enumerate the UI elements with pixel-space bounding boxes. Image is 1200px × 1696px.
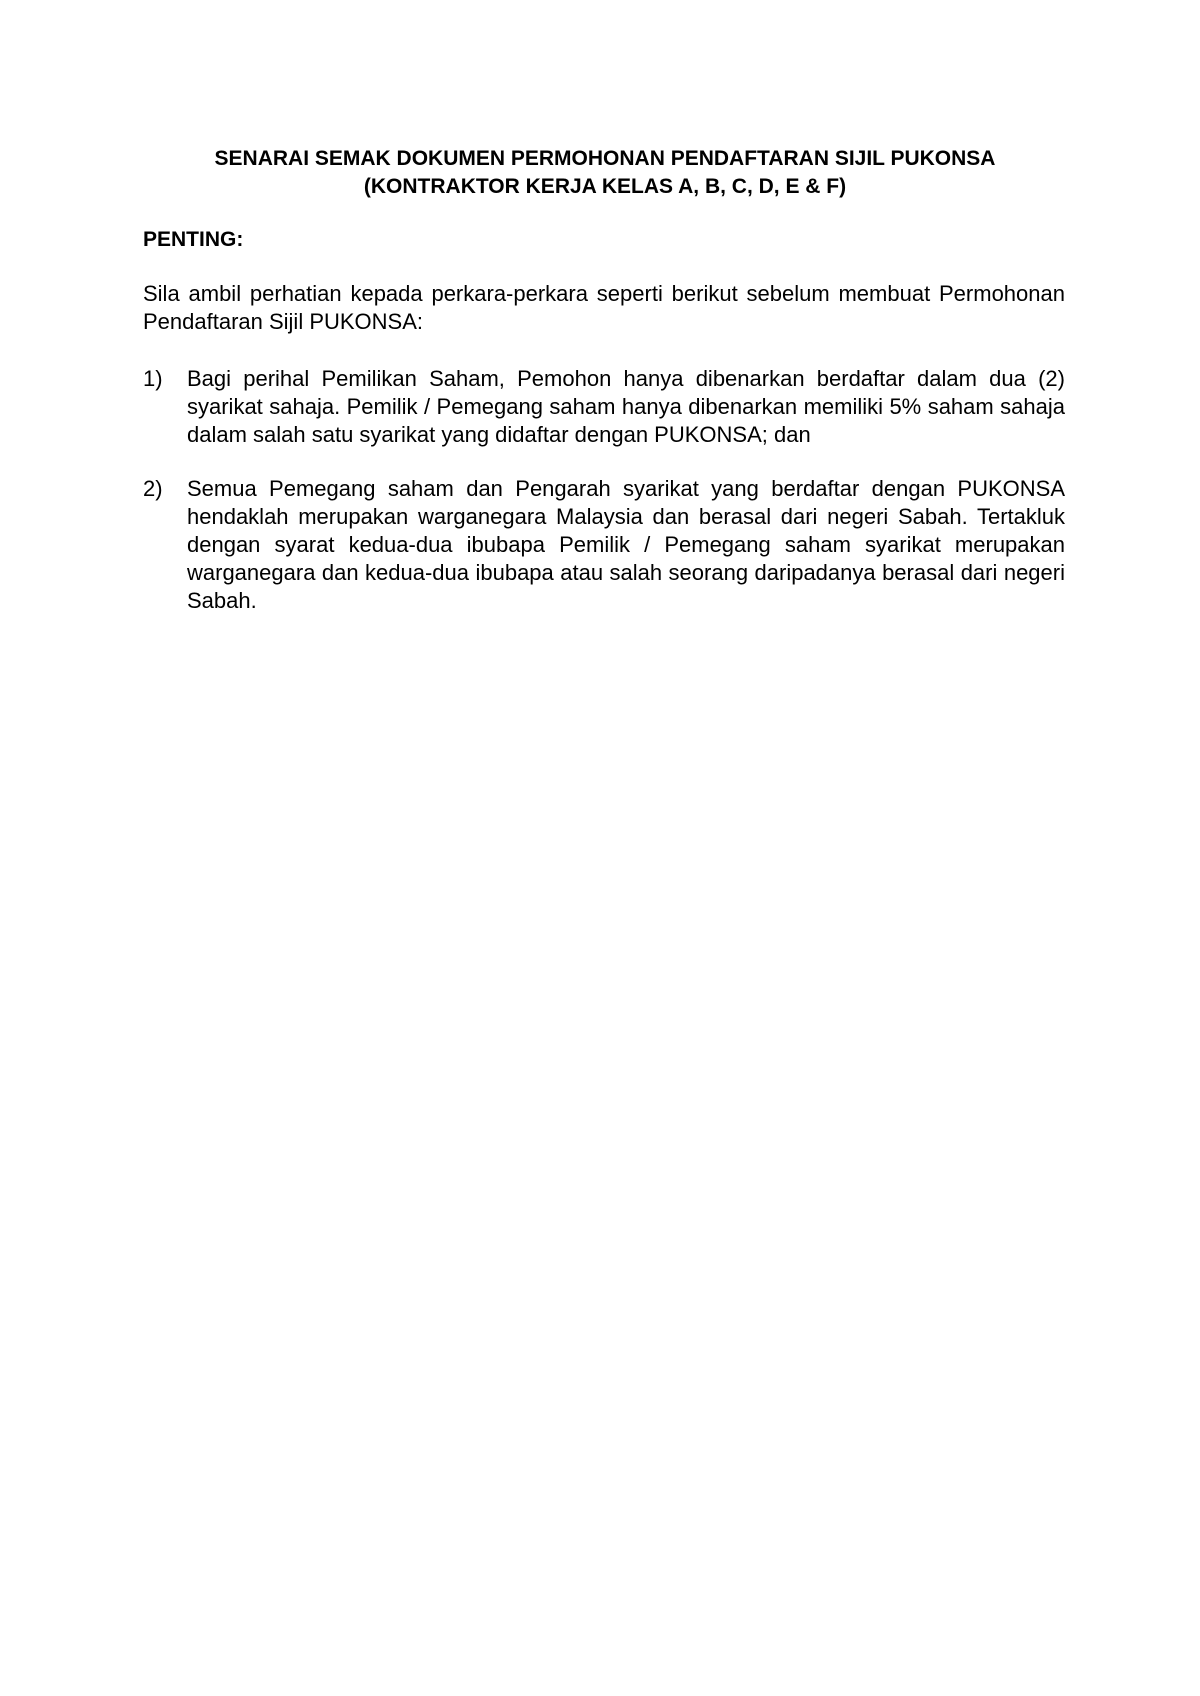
- document-title: [140, 145, 1070, 201]
- intro-paragraph: Sila ambil perhatian kepada perkara-perkara seperti berikut sebelum membuat Permohonan Pendaftaran Sijil PUKONSA:: [143, 281, 1065, 334]
- requirements-list: [143, 365, 1065, 641]
- list-item-text: Semua Pemegang saham dan Pengarah syarikat yang berdaftar dengan PUKONSA hendaklah merupakan warganegara Malaysia dan berasal dari negeri Sabah. Tertakluk dengan syarat kedua-dua ibubapa Pemilik / Pemegang saham syarikat merupakan warganegara dan kedua-dua ibubapa atau salah seorang daripadanya berasal dari negeri Sabah.: [187, 476, 1065, 613]
- list-item-number: 1): [143, 366, 163, 391]
- title-line-2: (KONTRAKTOR KERJA KELAS A, B, C, D, E & F): [363, 175, 847, 198]
- list-item: [143, 365, 1065, 449]
- list-item: [143, 475, 1065, 615]
- list-item-number: 2): [143, 476, 163, 501]
- list-item-text: Bagi perihal Pemilikan Saham, Pemohon hanya dibenarkan berdaftar dalam dua (2) syarikat sahaja. Pemilik / Pemegang saham hanya dibenarkan memiliki 5% saham sahaja dalam salah satu syarikat yang didaftar dengan PUKONSA; dan: [187, 366, 1065, 447]
- title-line-1: SENARAI SEMAK DOKUMEN PERMOHONAN PENDAFTARAN SIJIL PUKONSA: [214, 147, 996, 170]
- important-heading: PENTING:: [143, 228, 244, 251]
